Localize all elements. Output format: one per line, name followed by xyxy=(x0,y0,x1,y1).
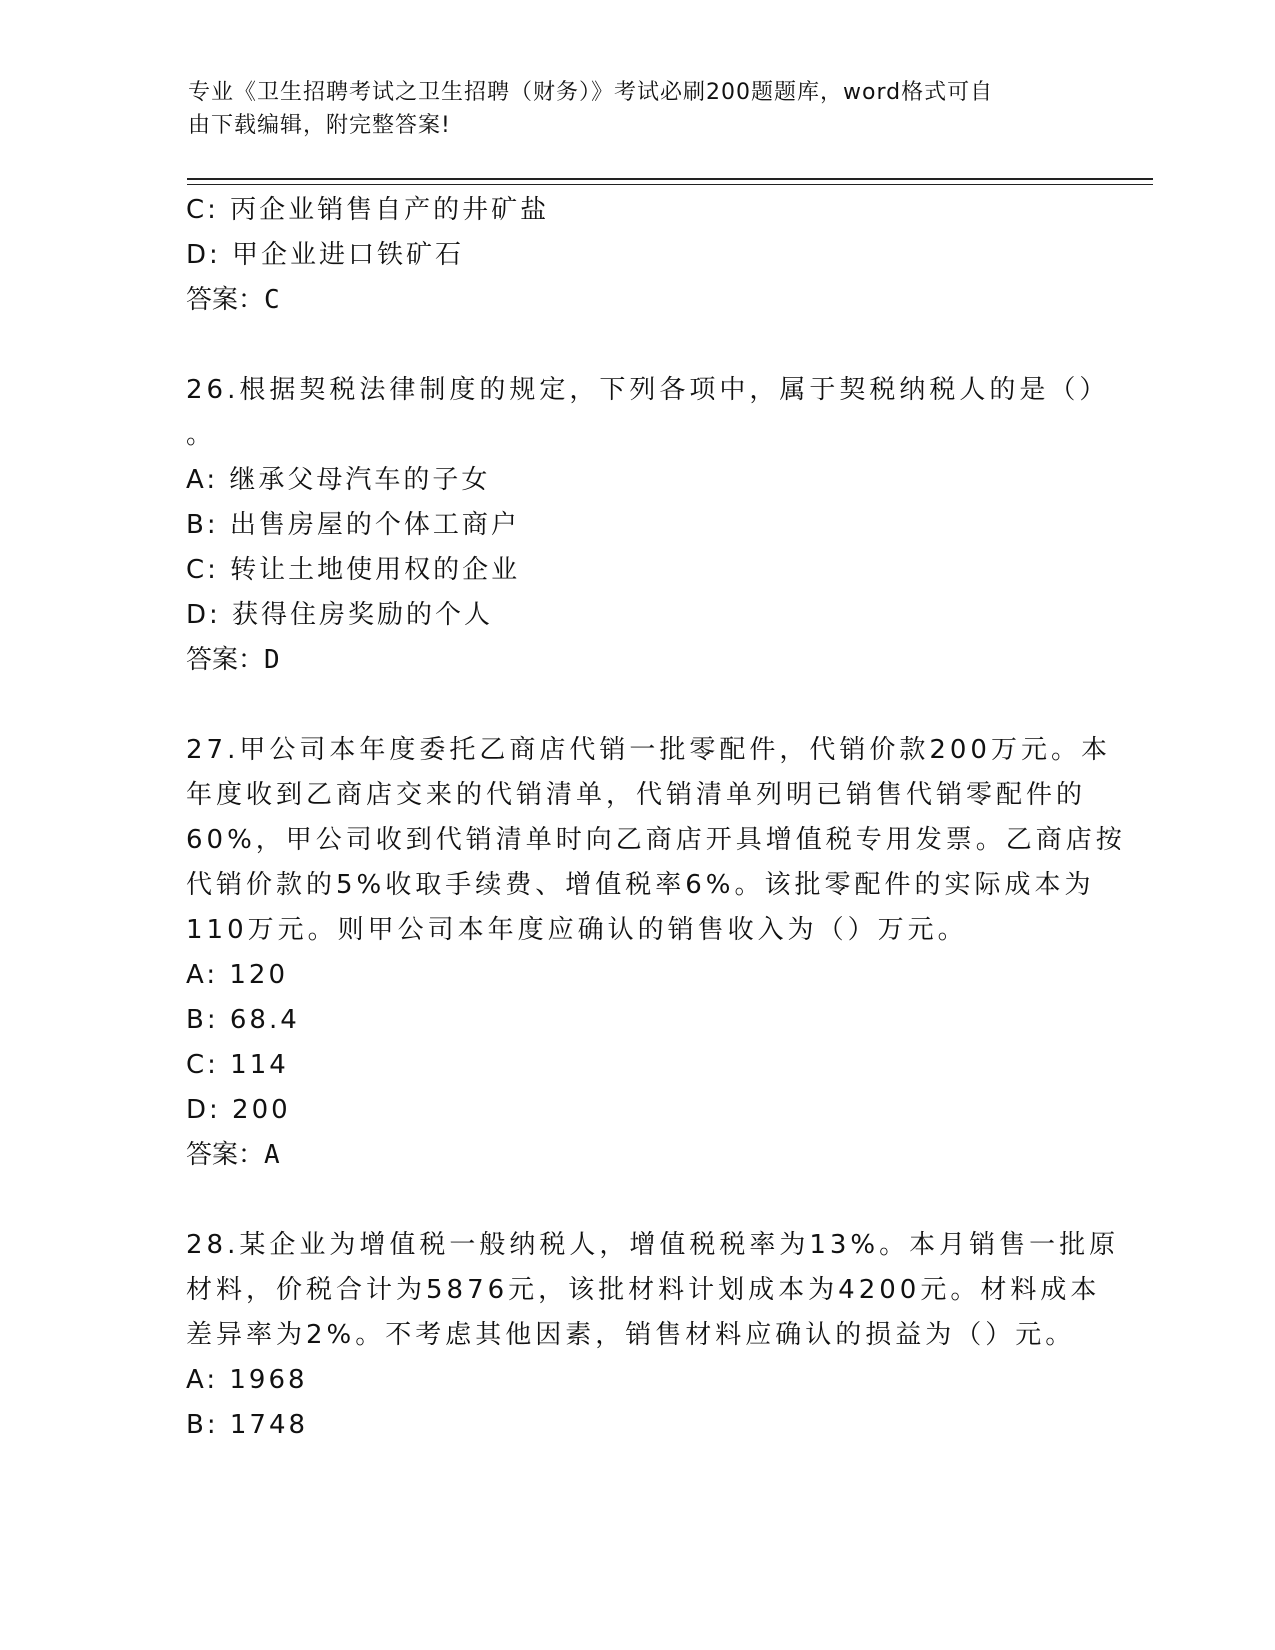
question-28-line-3: 差异率为2%。不考虑其他因素，销售材料应确认的损益为（）元。 xyxy=(186,1320,1076,1350)
option-a-q27: A: 120 xyxy=(186,960,288,990)
question-27-line-4: 代销价款的5%收取手续费、增值税率6%。该批零配件的实际成本为 xyxy=(186,870,1095,900)
question-26-line-2: 。 xyxy=(186,420,217,450)
document-header xyxy=(188,76,1068,142)
option-d-q25: D: 甲企业进口铁矿石 xyxy=(186,240,465,270)
option-c-q25: C: 丙企业销售自产的井矿盐 xyxy=(186,195,550,225)
option-b-q26: B: 出售房屋的个体工商户 xyxy=(186,510,520,540)
header-rule-thin xyxy=(187,184,1153,185)
option-a-q26: A: 继承父母汽车的子女 xyxy=(186,465,491,495)
question-28-line-1: 28.某企业为增值税一般纳税人，增值税税率为13%。本月销售一批原 xyxy=(186,1230,1120,1260)
answer-q26: 答案：D xyxy=(186,645,280,675)
header-line-1: 专业《卫生招聘考试之卫生招聘（财务）》考试必刷200题题库，word格式可自 xyxy=(188,80,994,105)
option-a-q28: A: 1968 xyxy=(186,1365,308,1395)
option-b-q28: B: 1748 xyxy=(186,1410,309,1440)
option-d-q27: D: 200 xyxy=(186,1095,291,1125)
header-line-2: 由下载编辑，附完整答案! xyxy=(188,113,451,138)
answer-q25: 答案：C xyxy=(186,285,280,315)
header-rule-thick xyxy=(187,178,1153,180)
question-27-line-2: 年度收到乙商店交来的代销清单，代销清单列明已销售代销零配件的 xyxy=(186,780,1087,810)
option-c-q26: C: 转让土地使用权的企业 xyxy=(186,555,521,585)
option-b-q27: B: 68.4 xyxy=(186,1005,300,1035)
question-26-line-1: 26.根据契税法律制度的规定，下列各项中，属于契税纳税人的是（） xyxy=(186,375,1110,405)
option-d-q26: D: 获得住房奖励的个人 xyxy=(186,600,494,630)
question-27-line-5: 110万元。则甲公司本年度应确认的销售收入为（）万元。 xyxy=(186,915,968,945)
answer-q27: 答案：A xyxy=(186,1140,280,1170)
question-27-line-3: 60%，甲公司收到代销清单时向乙商店开具增值税专用发票。乙商店按 xyxy=(186,825,1126,855)
option-c-q27: C: 114 xyxy=(186,1050,289,1080)
question-27-line-1: 27.甲公司本年度委托乙商店代销一批零配件，代销价款200万元。本 xyxy=(186,735,1111,765)
question-28-line-2: 材料，价税合计为5876元，该批材料计划成本为4200元。材料成本 xyxy=(186,1275,1101,1305)
